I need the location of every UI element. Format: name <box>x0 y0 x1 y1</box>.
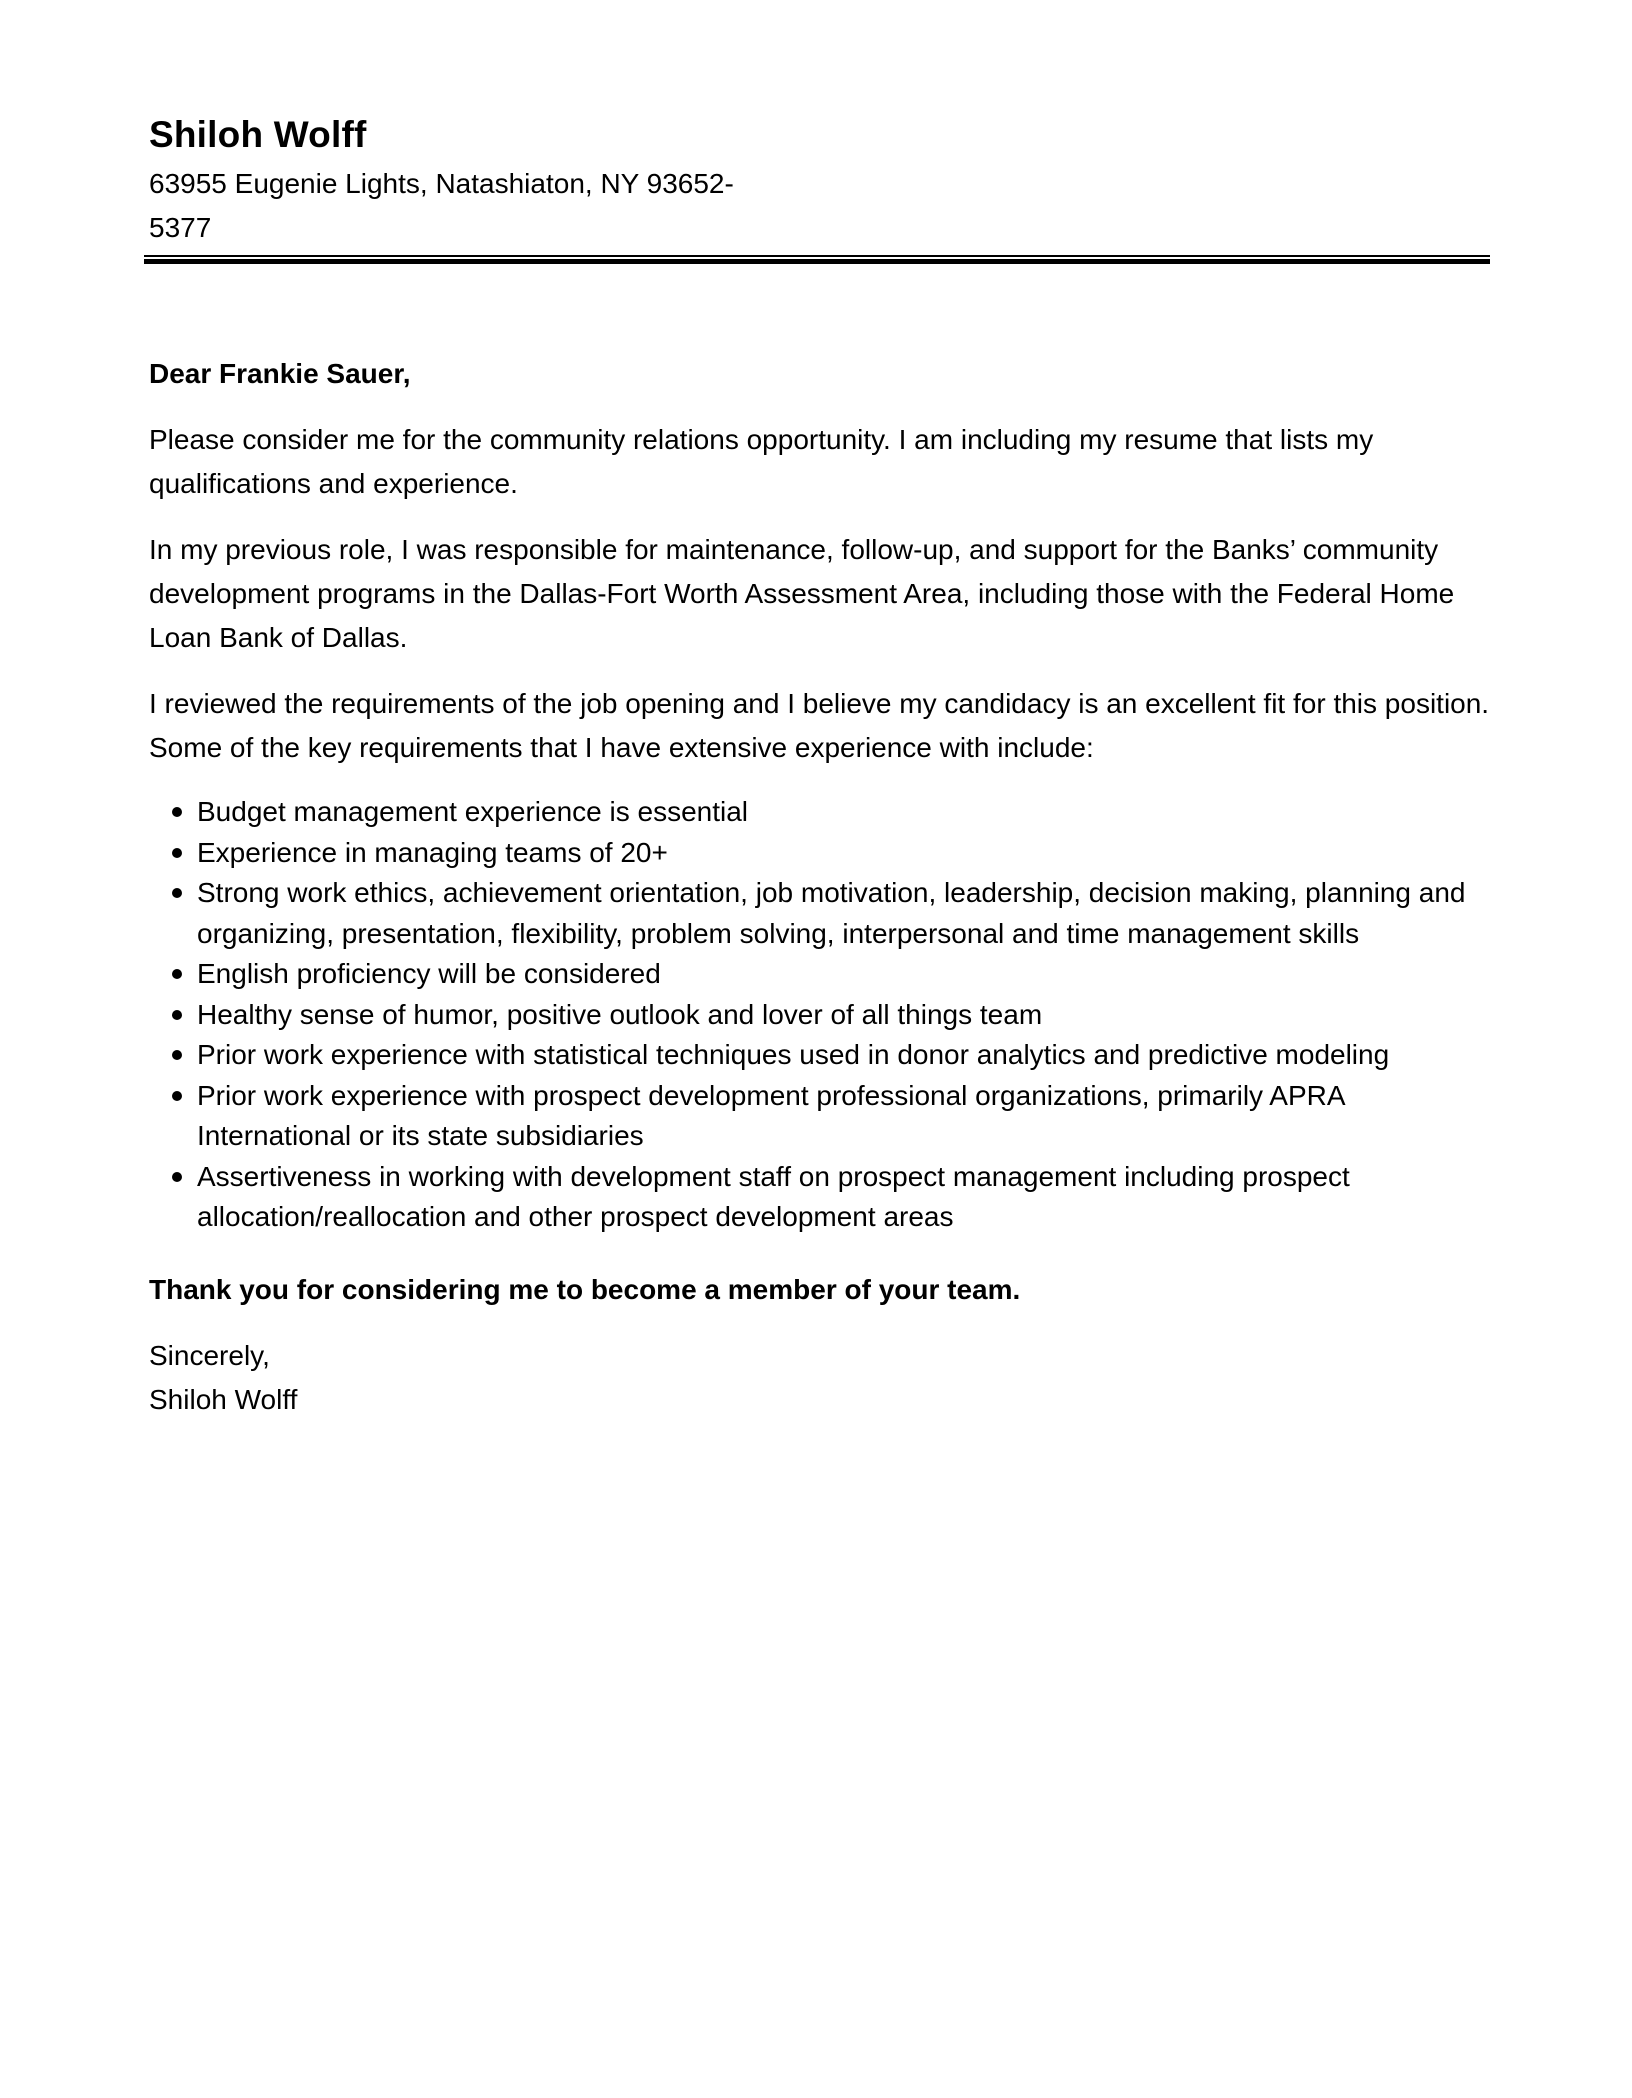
bullet-icon <box>172 1010 182 1020</box>
list-item <box>149 954 1494 995</box>
requirements-list <box>149 792 1494 1238</box>
list-item <box>149 1076 1494 1157</box>
closing-statement: Thank you for considering me to become a member of your team. <box>149 1273 1021 1305</box>
divider-thick-line <box>144 259 1490 264</box>
sender-address: 63955 Eugenie Lights, Natashiaton, NY 93652-5377 <box>149 168 734 243</box>
header-divider <box>144 255 1490 265</box>
list-item-text: Experience in managing teams of 20+ <box>197 836 668 868</box>
sender-name: Shiloh Wolff <box>149 114 367 155</box>
list-item <box>149 995 1494 1036</box>
list-item-text: Strong work ethics, achievement orientation, job motivation, leadership, decision making, planning and organizing, presentation, flexibility, problem solving, interpersonal and time management skills <box>197 877 1466 949</box>
bullet-icon <box>172 848 182 858</box>
paragraph-requirements: I reviewed the requirements of the job opening and I believe my candidacy is an excellent fit for this position. Some of the key requirements that I have extensive experience with include: <box>149 688 1490 763</box>
bullet-icon <box>172 1091 182 1101</box>
paragraph-intro: Please consider me for the community relations opportunity. I am including my resume that lists my qualifications and experience. <box>149 424 1374 499</box>
paragraph-previous-role: In my previous role, I was responsible for maintenance, follow-up, and support for the Banks’ community development programs in the Dallas-Fort Worth Assessment Area, including those with the Federal Home Loan Bank of Dallas. <box>149 534 1455 653</box>
salutation: Dear Frankie Sauer, <box>149 358 411 389</box>
signature-name: Shiloh Wolff <box>149 1383 298 1415</box>
bullet-icon <box>172 969 182 979</box>
list-item <box>149 792 1494 833</box>
bullet-icon <box>172 888 182 898</box>
divider-thin-line <box>144 255 1490 257</box>
list-item-text: English proficiency will be considered <box>197 958 661 989</box>
bullet-icon <box>172 1050 182 1060</box>
letter-body <box>149 352 1494 1422</box>
list-item <box>149 1157 1494 1238</box>
list-item-text: Prior work experience with prospect development professional organizations, primarily APRA International or its state subsidiaries <box>197 1079 1344 1151</box>
list-item <box>149 833 1494 874</box>
bullet-icon <box>172 807 182 817</box>
list-item-text: Healthy sense of humor, positive outlook and lover of all things team <box>197 998 1043 1030</box>
bullet-icon <box>172 1172 182 1182</box>
list-item <box>149 1035 1494 1076</box>
list-item-text: Prior work experience with statistical techniques used in donor analytics and predictive modeling <box>197 1039 1390 1070</box>
list-item-text: Assertiveness in working with development staff on prospect management including prospect allocation/reallocation and other prospect development areas <box>197 1160 1350 1232</box>
list-item <box>149 873 1494 954</box>
signoff: Sincerely, <box>149 1339 270 1371</box>
letter-header <box>149 108 1489 250</box>
list-item-text: Budget management experience is essential <box>197 796 749 827</box>
